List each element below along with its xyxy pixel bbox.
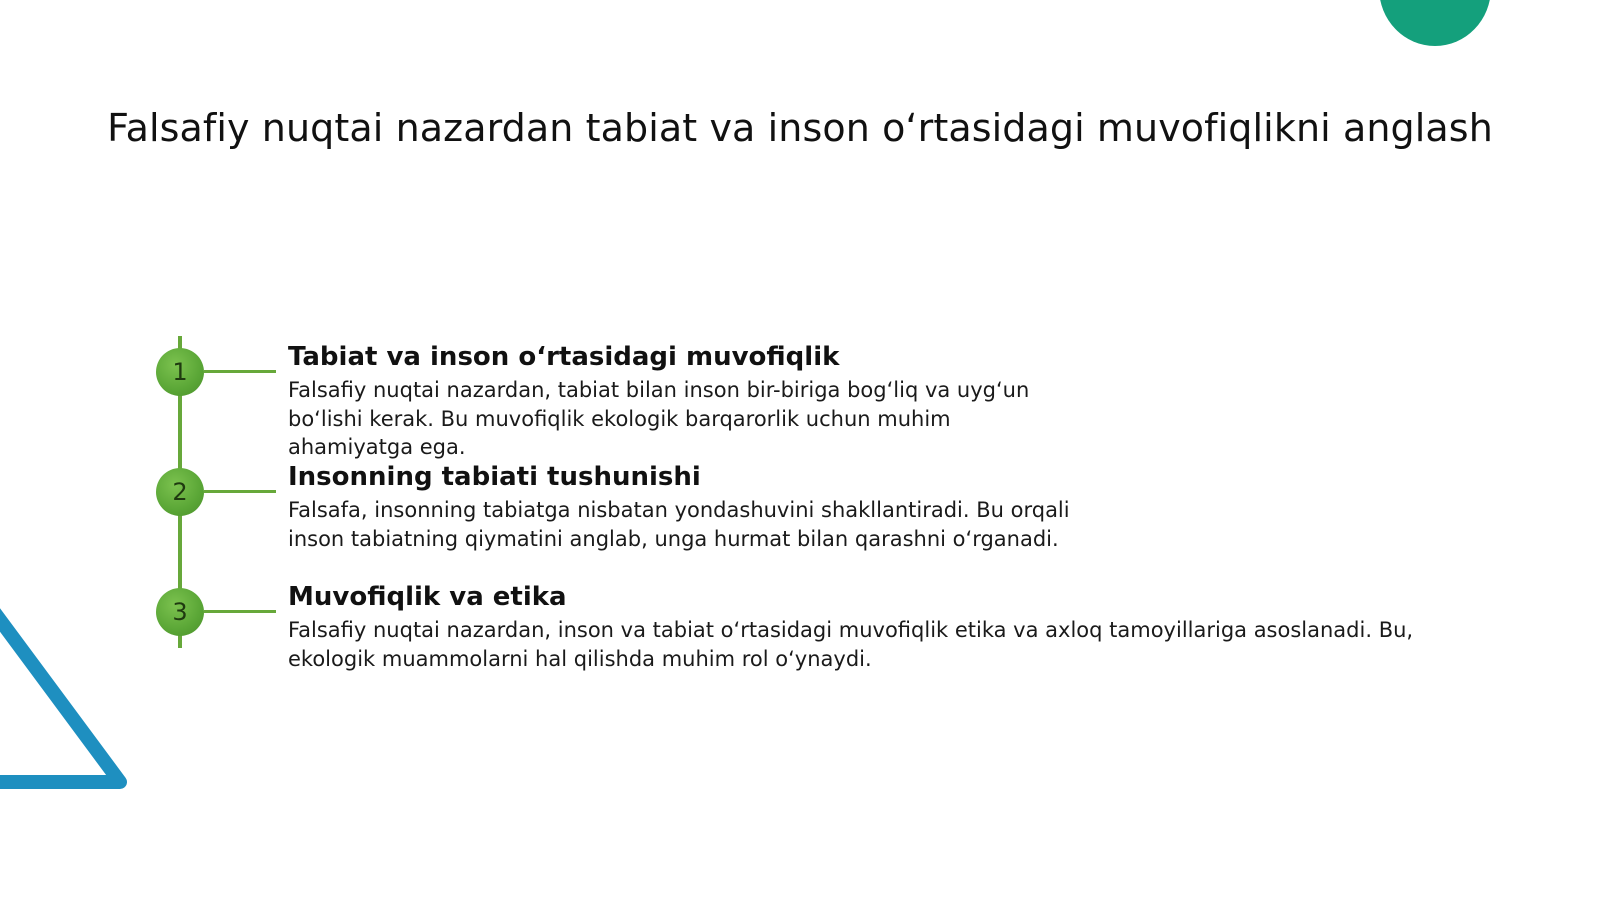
step-number: 2 [172,478,188,506]
step-text: Falsafiy nuqtai nazardan, inson va tabiat o‘rtasidagi muvofiqlik etika va axloq tamoyillariga asoslanadi. Bu, ekologik muammolarni hal qilishda muhim rol o‘ynaydi. [288,618,1414,671]
decorative-circle [1379,0,1491,46]
step-2 [288,462,1128,553]
step-heading: Muvofiqlik va etika [288,582,567,612]
step-connector-2 [204,490,276,493]
slide-title: Falsafiy nuqtai nazardan tabiat va inson o‘rtasidagi muvofiqlikni anglash [107,106,1493,150]
decorative-triangle-outline [0,560,140,820]
step-connector-3 [204,610,276,613]
step-heading: Tabiat va inson o‘rtasidagi muvofiqlik [288,342,840,372]
step-heading: Insonning tabiati tushunishi [288,462,701,492]
step-number: 3 [172,598,188,626]
step-3 [288,582,1468,673]
step-text: Falsafa, insonning tabiatga nisbatan yondashuvini shakllantiradi. Bu orqali inson tabiatning qiymatini anglab, unga hurmat bilan qarashni o‘rganadi. [288,498,1070,551]
step-1 [288,342,1068,462]
step-text: Falsafiy nuqtai nazardan, tabiat bilan inson bir-biriga bog‘liq va uyg‘un bo‘lishi kerak. Bu muvofiqlik ekologik barqarorlik uchun muhim ahamiyatga ega. [288,378,1030,459]
step-number: 1 [172,358,188,386]
step-connector-1 [204,370,276,373]
step-marker-3 [156,588,204,636]
step-marker-2 [156,468,204,516]
step-marker-1 [156,348,204,396]
